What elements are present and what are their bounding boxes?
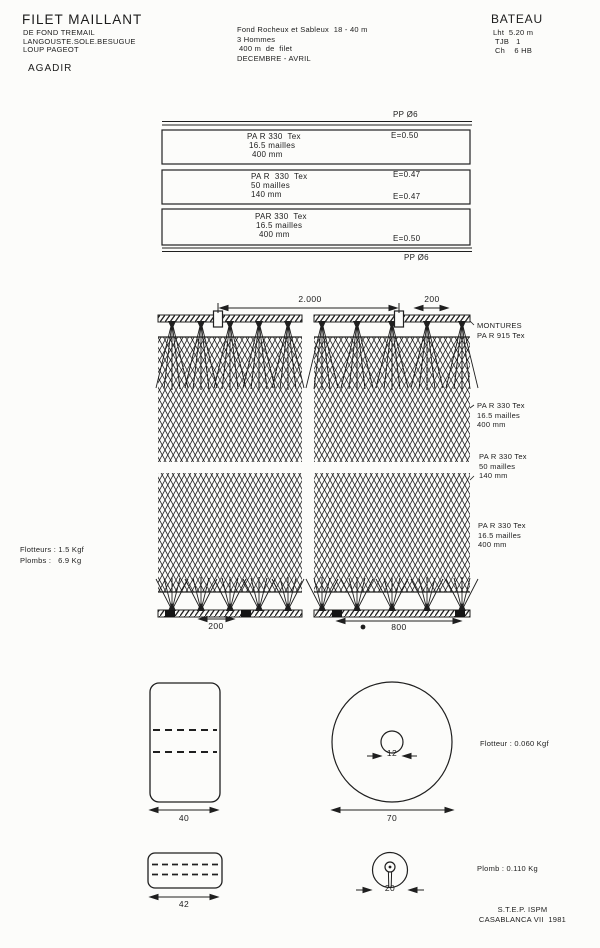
- subtitle-line: DE FOND TREMAIL: [23, 28, 95, 37]
- sinker-detail-label: Plomb : 0.110 Kg: [477, 864, 538, 873]
- boat-title: BATEAU: [491, 12, 543, 26]
- float-symbol-right: [395, 311, 404, 327]
- sinkers-weight-label: Plombs : 6.9 Kg: [20, 556, 82, 565]
- sheet3-meshes: 16.5 mailles: [256, 221, 303, 230]
- dim-float-hole: 12: [386, 748, 398, 758]
- dim-sinker-width: 42: [178, 899, 190, 909]
- sheet-top-label: PA R 330 Tex: [477, 401, 525, 410]
- headrope-top-lines: [162, 122, 472, 126]
- sheet1-hanging-ratio: E=0.50: [391, 131, 419, 140]
- port-label: AGADIR: [28, 63, 73, 74]
- subtitle-line: LOUP PAGEOT: [23, 45, 79, 54]
- boat-spec-line: Lht 5.20 m: [493, 28, 534, 37]
- sheet2-mesh-size: 140 mm: [251, 190, 282, 199]
- sheet-top-size: 400 mm: [477, 420, 506, 429]
- rope-top-label: PP Ø6: [393, 110, 418, 119]
- float-symbol-left: [214, 311, 223, 327]
- sheet1-material: PA R 330 Tex: [247, 132, 301, 141]
- float-detail-label: Flotteur : 0.060 Kgf: [480, 739, 549, 748]
- sheet2-hanging-ratio-top: E=0.47: [393, 170, 421, 179]
- sheet-box-2: [162, 170, 470, 204]
- float-top-view: [332, 682, 452, 802]
- sheet2-hanging-ratio-bottom: E=0.47: [393, 192, 421, 201]
- rope-bottom-label: PP Ø6: [404, 253, 429, 262]
- montures-material: PA R 915 Tex: [477, 331, 525, 340]
- mesh-band-bottom-right: [314, 473, 470, 592]
- condition-line: 3 Hommes: [237, 35, 276, 44]
- condition-line: Fond Rocheux et Sableux 18 - 40 m: [237, 25, 368, 34]
- sheet1-meshes: 16.5 mailles: [249, 141, 296, 150]
- dimension-float-diameter: [332, 807, 453, 812]
- float-rope-right: [314, 315, 470, 322]
- sheet-bottom-label: PA R 330 Tex: [478, 521, 526, 530]
- sheet-box-1: [162, 130, 470, 164]
- montures-label: MONTURES: [477, 321, 522, 330]
- condition-line: DECEMBRE - AVRIL: [237, 54, 311, 63]
- lead-rope-left: [158, 610, 302, 617]
- dim-float-diameter: 70: [386, 813, 398, 823]
- sheet3-mesh-size: 400 mm: [259, 230, 290, 239]
- sheet3-hanging-ratio: E=0.50: [393, 234, 421, 243]
- float-rope-left: [158, 315, 302, 322]
- subtitle-line: LANGOUSTE.SOLE.BESUGUE: [23, 37, 136, 46]
- sheet-bottom-meshes: 16.5 mailles: [478, 531, 522, 540]
- dim-float-offset: 200: [424, 294, 440, 304]
- netting-mesh: [158, 337, 470, 592]
- floats-weight-label: Flotteurs : 1.5 Kgf: [20, 545, 84, 554]
- dim-sinker-spacing: 800: [391, 622, 407, 632]
- sheet1-mesh-size: 400 mm: [252, 150, 283, 159]
- sheet-top-meshes: 16.5 mailles: [477, 411, 521, 420]
- boat-spec-line: TJB 1: [495, 37, 521, 46]
- sheet-box-3: [162, 209, 470, 245]
- sheet-boxes: [162, 130, 470, 245]
- dim-sinker-diameter: 20: [384, 883, 396, 893]
- sheet2-meshes: 50 mailles: [251, 181, 291, 190]
- sheet3-material: PAR 330 Tex: [255, 212, 307, 221]
- footer-org: S.T.E.P. ISPM: [497, 905, 548, 914]
- dimension-float-spacing: [218, 303, 399, 313]
- footer-place-date: CASABLANCA VII 1981: [478, 915, 567, 924]
- sheet-inner-meshes: 50 mailles: [479, 462, 516, 471]
- boat-spec-line: Ch 6 HB: [495, 46, 533, 55]
- dimension-float-offset: [415, 305, 448, 310]
- dim-float-spacing: 2.000: [298, 294, 322, 304]
- sheet-bottom-size: 400 mm: [478, 540, 507, 549]
- sheet-inner-size: 140 mm: [479, 471, 508, 480]
- float-front-view: [150, 683, 220, 802]
- mesh-band-bottom-left: [158, 473, 302, 592]
- dim-sinker-offset: 200: [208, 621, 224, 631]
- dim-float-front-width: 40: [178, 813, 190, 823]
- page-title: FILET MAILLANT: [22, 12, 143, 27]
- sheet-inner-label: PA R 330 Tex: [479, 452, 527, 461]
- headrope-bottom-lines: [162, 248, 472, 252]
- sinker-side-view: [148, 853, 222, 888]
- dimension-float-width: [150, 807, 218, 812]
- sheet2-material: PA R 330 Tex: [251, 172, 308, 181]
- condition-line: 400 m de filet: [239, 44, 293, 53]
- label-leaders: [470, 321, 474, 480]
